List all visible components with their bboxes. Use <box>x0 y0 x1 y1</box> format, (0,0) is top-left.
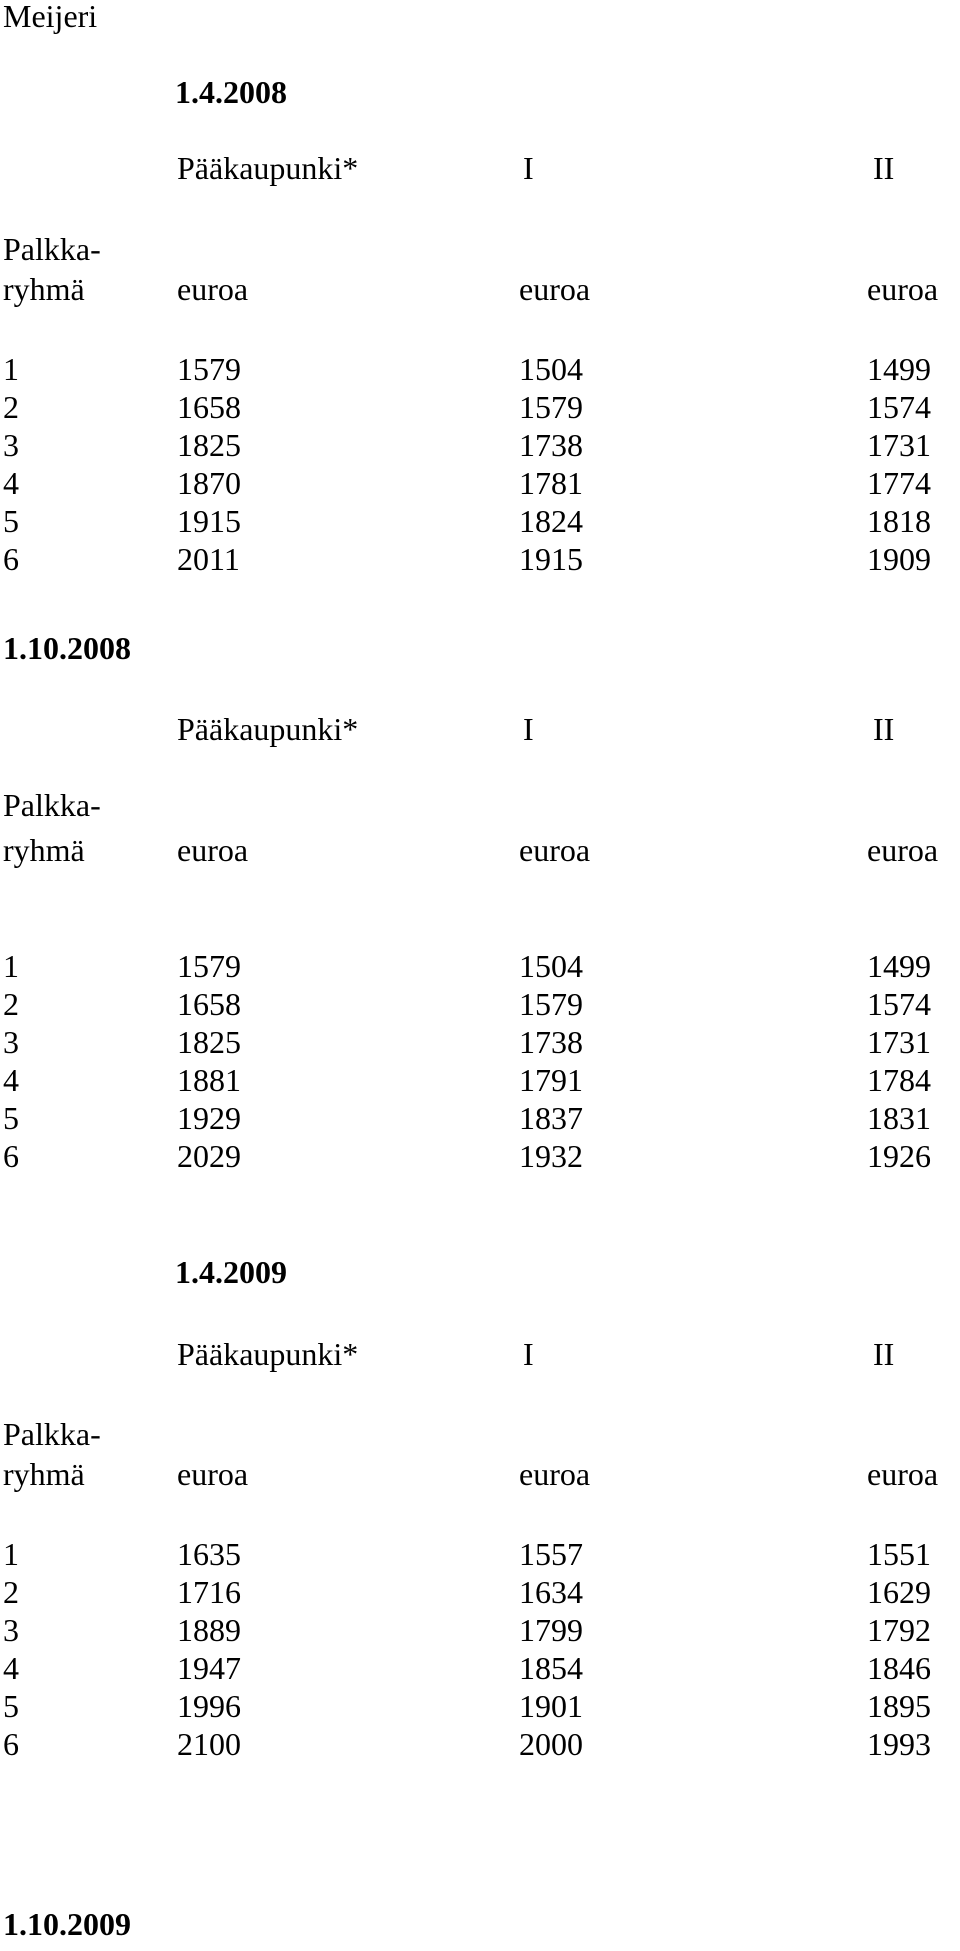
cell-value: 1993 <box>867 1726 931 1762</box>
cell-value: 1837 <box>519 1100 583 1136</box>
area-header-i: I <box>523 1336 534 1372</box>
cell-value: 1557 <box>519 1536 583 1572</box>
cell-value: 1579 <box>177 351 241 387</box>
cell-value: 1635 <box>177 1536 241 1572</box>
group-label-line2: ryhmä <box>3 1456 85 1492</box>
cell-value: 1996 <box>177 1688 241 1724</box>
cell-value: 1831 <box>867 1100 931 1136</box>
cell-value: 1499 <box>867 948 931 984</box>
cell-value: 1932 <box>519 1138 583 1174</box>
cell-value: 1926 <box>867 1138 931 1174</box>
cell-value: 1791 <box>519 1062 583 1098</box>
area-header-i: I <box>523 150 534 186</box>
cell-value: 1784 <box>867 1062 931 1098</box>
cell-value: 1738 <box>519 1024 583 1060</box>
cell-value: 1658 <box>177 986 241 1022</box>
unit-label: euroa <box>519 1456 591 1492</box>
cell-group: 4 <box>3 465 19 501</box>
cell-value: 2011 <box>177 541 240 577</box>
area-header-paakaupunki: Pääkaupunki* <box>177 711 359 747</box>
section-date: 1.4.2009 <box>175 1254 287 1290</box>
cell-value: 1889 <box>177 1612 241 1648</box>
area-header-ii: II <box>873 150 895 186</box>
cell-value: 2100 <box>177 1726 241 1762</box>
unit-label: euroa <box>177 832 249 868</box>
cell-group: 3 <box>3 427 19 463</box>
cell-value: 1909 <box>867 541 931 577</box>
cell-group: 1 <box>3 351 19 387</box>
group-label-line2: ryhmä <box>3 271 85 307</box>
cell-value: 1929 <box>177 1100 241 1136</box>
cell-value: 1579 <box>177 948 241 984</box>
cell-value: 1825 <box>177 1024 241 1060</box>
cell-value: 1901 <box>519 1688 583 1724</box>
cell-group: 6 <box>3 1138 19 1174</box>
cell-value: 1846 <box>867 1650 931 1686</box>
cell-value: 1825 <box>177 427 241 463</box>
area-header-ii: II <box>873 1336 895 1372</box>
cell-value: 1731 <box>867 427 931 463</box>
cell-value: 1574 <box>867 389 931 425</box>
cell-group: 3 <box>3 1024 19 1060</box>
company-name: Meijeri <box>3 0 98 34</box>
cell-group: 6 <box>3 541 19 577</box>
cell-value: 1915 <box>177 503 241 539</box>
area-header-paakaupunki: Pääkaupunki* <box>177 150 359 186</box>
cell-value: 1881 <box>177 1062 241 1098</box>
cell-group: 4 <box>3 1650 19 1686</box>
cell-value: 1774 <box>867 465 931 501</box>
cell-group: 5 <box>3 1100 19 1136</box>
unit-label: euroa <box>177 271 249 307</box>
cell-value: 1499 <box>867 351 931 387</box>
section-date: 1.10.2009 <box>3 1906 131 1942</box>
cell-group: 2 <box>3 389 19 425</box>
cell-group: 1 <box>3 1536 19 1572</box>
group-label-line1: Palkka- <box>3 787 101 823</box>
cell-value: 1579 <box>519 986 583 1022</box>
unit-label: euroa <box>867 832 939 868</box>
cell-value: 1504 <box>519 351 583 387</box>
cell-group: 3 <box>3 1612 19 1648</box>
cell-value: 2000 <box>519 1726 583 1762</box>
cell-value: 1551 <box>867 1536 931 1572</box>
cell-value: 1895 <box>867 1688 931 1724</box>
cell-value: 1818 <box>867 503 931 539</box>
cell-value: 1658 <box>177 389 241 425</box>
cell-value: 1574 <box>867 986 931 1022</box>
cell-value: 1870 <box>177 465 241 501</box>
cell-value: 1629 <box>867 1574 931 1610</box>
unit-label: euroa <box>867 1456 939 1492</box>
cell-value: 1854 <box>519 1650 583 1686</box>
cell-value: 1579 <box>519 389 583 425</box>
group-label-line2: ryhmä <box>3 832 85 868</box>
unit-label: euroa <box>867 271 939 307</box>
area-header-paakaupunki: Pääkaupunki* <box>177 1336 359 1372</box>
cell-value: 1915 <box>519 541 583 577</box>
cell-group: 5 <box>3 1688 19 1724</box>
cell-group: 2 <box>3 1574 19 1610</box>
cell-group: 4 <box>3 1062 19 1098</box>
cell-group: 5 <box>3 503 19 539</box>
cell-value: 1738 <box>519 427 583 463</box>
unit-label: euroa <box>519 832 591 868</box>
cell-value: 1824 <box>519 503 583 539</box>
unit-label: euroa <box>519 271 591 307</box>
cell-value: 1716 <box>177 1574 241 1610</box>
group-label-line1: Palkka- <box>3 231 101 267</box>
cell-group: 2 <box>3 986 19 1022</box>
section-date: 1.10.2008 <box>3 630 131 666</box>
cell-group: 1 <box>3 948 19 984</box>
cell-group: 6 <box>3 1726 19 1762</box>
cell-value: 1781 <box>519 465 583 501</box>
section-date: 1.4.2008 <box>175 74 287 110</box>
cell-value: 1947 <box>177 1650 241 1686</box>
group-label-line1: Palkka- <box>3 1416 101 1452</box>
cell-value: 1792 <box>867 1612 931 1648</box>
cell-value: 1731 <box>867 1024 931 1060</box>
area-header-ii: II <box>873 711 895 747</box>
cell-value: 1799 <box>519 1612 583 1648</box>
cell-value: 1504 <box>519 948 583 984</box>
cell-value: 1634 <box>519 1574 583 1610</box>
cell-value: 2029 <box>177 1138 241 1174</box>
area-header-i: I <box>523 711 534 747</box>
unit-label: euroa <box>177 1456 249 1492</box>
